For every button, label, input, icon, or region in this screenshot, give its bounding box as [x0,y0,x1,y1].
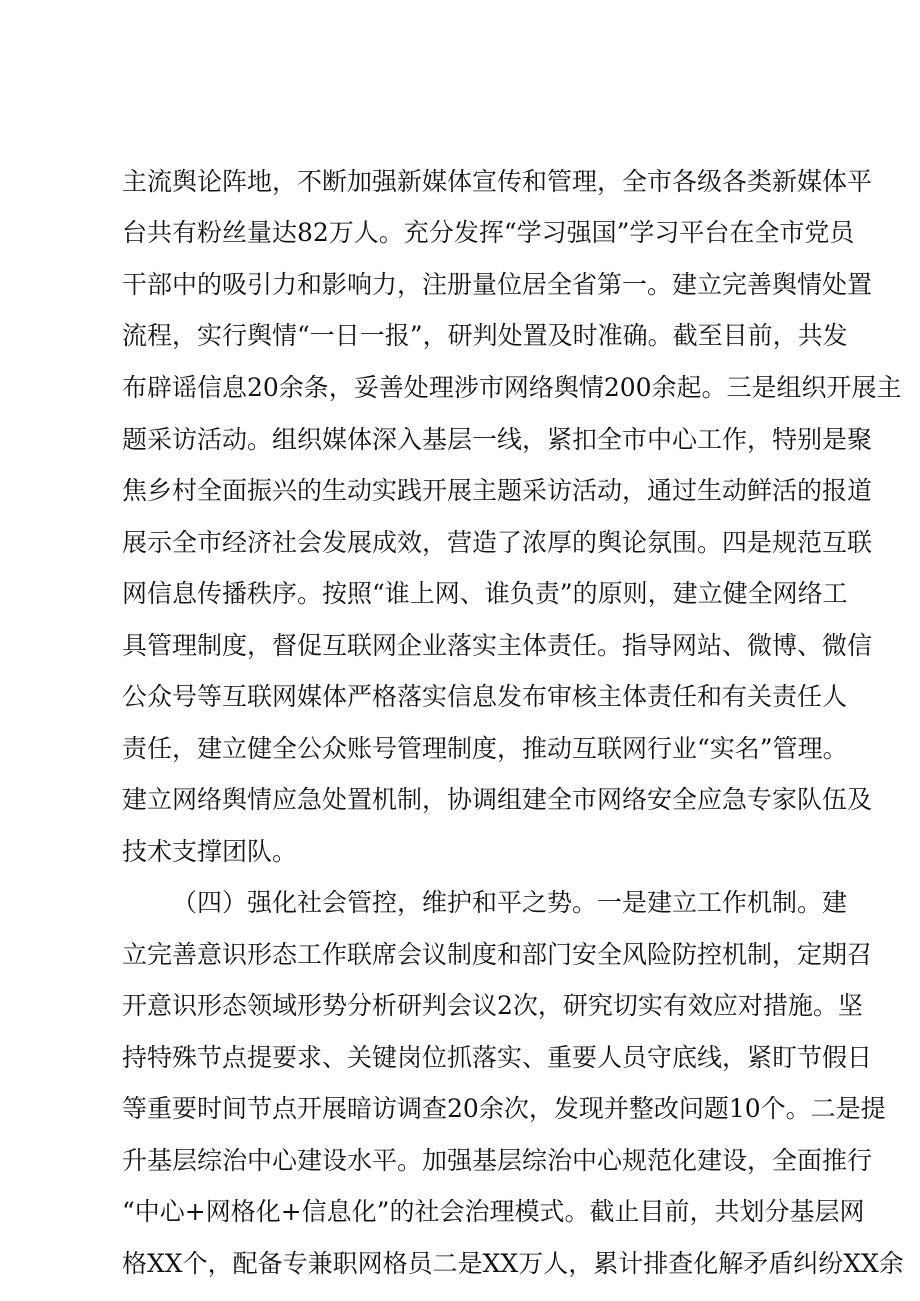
text-line: 流程，实行舆情“一日一报”，研判处置及时准确。截至目前，共发 [122,321,848,350]
text-line: 主流舆论阵地，不断加强新媒体宣传和管理，全市各级各类新媒体平 [122,167,873,196]
text-line: 责任，建立健全公众账号管理制度，推动互联网行业“实名”管理。 [122,734,848,763]
text-line: （四）强化社会管控，维护和平之势。一是建立工作机制。建 [172,888,848,917]
text-line: 开意识形态领域形势分析研判会议2次，研究切实有效应对措施。坚 [122,991,863,1020]
text-line: 公众号等互联网媒体严格落实信息发布审核主体责任和有关责任人 [122,682,848,711]
text-line: 干部中的吸引力和影响力，注册量位居全省第一。建立完善舆情处置 [122,270,873,299]
text-line: 技术支撑团队。 [122,837,298,866]
text-line: “中心+网格化+信息化”的社会治理模式。截止目前，共划分基层网 [122,1197,865,1226]
text-line: 建立网络舆情应急处置机制，协调组建全市网络安全应急专家队伍及 [122,785,873,814]
text-line: 展示全市经济社会发展成效，营造了浓厚的舆论氛围。四是规范互联 [122,528,873,557]
text-line: 格XX个，配备专兼职网格员二是XX万人，累计排查化解矛盾纠纷XX余 [122,1249,904,1278]
text-line: 升基层综治中心建设水平。加强基层综治中心规范化建设，全面推行 [122,1146,873,1175]
text-line: 布辟谣信息20余条，妥善处理涉市网络舆情200余起。三是组织开展主 [122,373,902,402]
text-line: 立完善意识形态工作联席会议制度和部门安全风险防控机制，定期召 [122,940,873,969]
text-line: 台共有粉丝量达82万人。充分发挥“学习强国”学习平台在全市党员 [122,218,855,247]
text-line: 题采访活动。组织媒体深入基层一线，紧扣全市中心工作，特别是聚 [122,425,873,454]
text-line: 焦乡村全面振兴的生动实践开展主题采访活动，通过生动鲜活的报道 [122,476,873,505]
text-line: 网信息传播秩序。按照“谁上网、谁负责”的原则，建立健全网络工 [122,579,848,608]
text-line: 具管理制度，督促互联网企业落实主体责任。指导网站、微博、微信 [122,631,873,660]
text-line: 持特殊节点提要求、关键岗位抓落实、重要人员守底线，紧盯节假日 [122,1043,873,1072]
text-line: 等重要时间节点开展暗访调查20余次，发现并整改问题10个。二是提 [122,1094,886,1123]
